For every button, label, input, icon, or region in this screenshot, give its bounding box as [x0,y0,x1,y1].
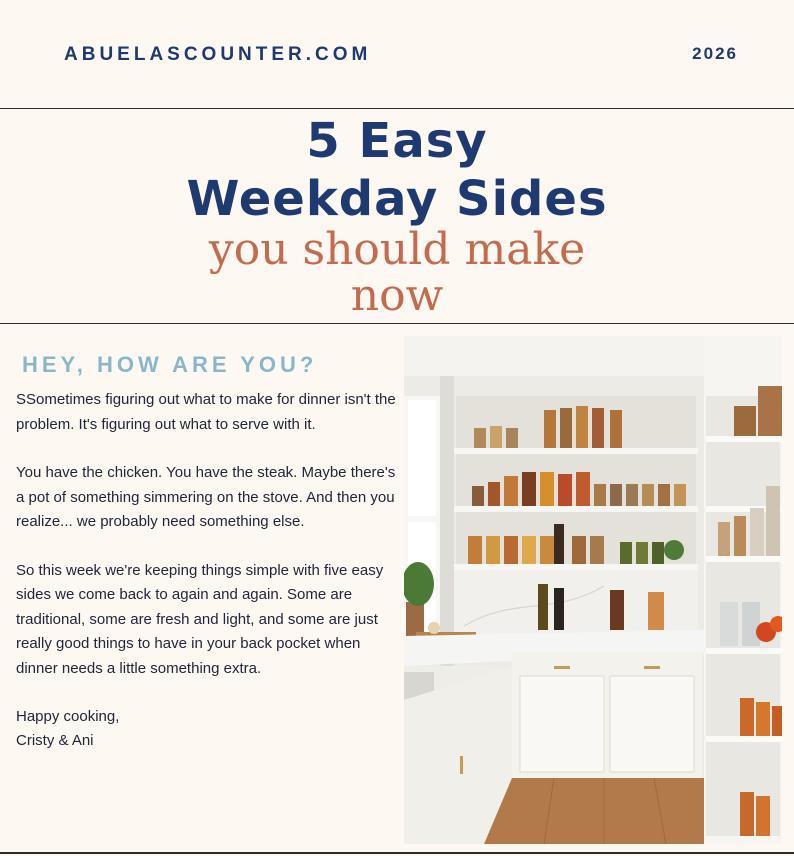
footer-rule [0,852,794,854]
site-url[interactable]: ABUELASCOUNTER.COM [64,44,372,65]
signoff-line-1: Happy cooking, [16,708,120,725]
issue-year: 2026 [692,44,738,63]
pantry-illustration [404,336,782,844]
signoff-authors: Cristy & Ani [16,732,94,749]
title-line-2: Weekday Sides [186,171,608,227]
hero-title-block [0,109,794,324]
intro-paragraph-2: You have the chicken. You have the steak. Maybe there's a pot of something simmering on the stove. And then you realize... we probably need something else. [16,464,396,530]
intro-paragraph-1: SSometimes figuring out what to make for dinner isn't the problem. It's figuring out what to serve with it. [16,391,396,433]
site-header [0,0,794,109]
intro-section [16,352,396,753]
subtitle-line-2: now [350,270,444,321]
signoff [16,705,396,753]
greeting-heading: HEY, HOW ARE YOU? [22,352,318,377]
title-line-1: 5 Easy [306,113,488,169]
subtitle-line-1: you should make [208,224,586,275]
intro-paragraph-3: So this week we're keeping things simple with five easy sides we come back to again and again. Some are traditional, some are fresh and light, and some are just really good things to have in your back pocket when dinner needs a little something extra. [16,561,384,677]
pantry-photo [404,336,782,844]
